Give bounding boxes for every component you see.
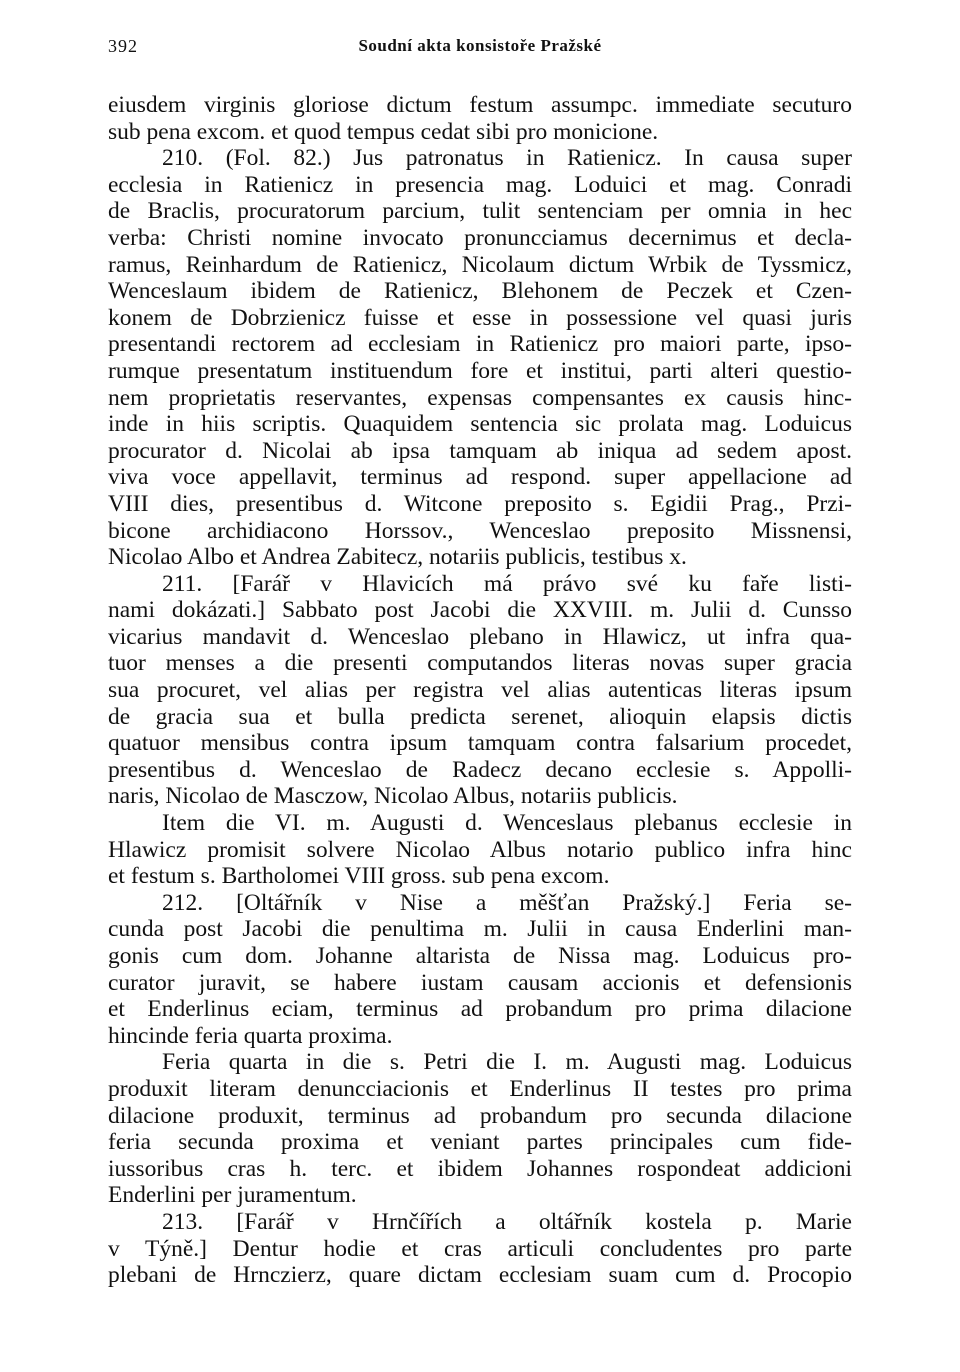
text-line: et festum s. Bartholomei VIII gross. sub pena excom.: [108, 863, 610, 890]
text-line: produxit literam denuncciacionis et Enderlinus II testes pro prima: [108, 1075, 852, 1102]
text-line: Wenceslaum ibidem de Ratienicz, Blehonem de Peczek et Czen-: [108, 278, 852, 305]
text-line: ramus, Reinhardum de Ratienicz, Nicolaum dictum Wrbik de Tyssmicz,: [108, 251, 852, 278]
text-line: naris, Nicolao de Masczow, Nicolao Albus, notariis publicis.: [108, 783, 678, 810]
text-line: nem proprietatis reservantes, expensas compensantes ex causis hinc-: [108, 384, 852, 411]
body-text: [108, 92, 852, 1289]
text-line: presentibus d. Wenceslao de Radecz decano ecclesie s. Appolli-: [108, 756, 852, 783]
text-line: ecclesia in Ratienicz in presencia mag. Loduici et mag. Conradi: [108, 171, 852, 198]
text-line: v Týně.] Dentur hodie et cras articuli concludentes pro parte: [108, 1235, 852, 1262]
text-line: de gracia sua et bulla predicta serenet, alioquin elapsis dictis: [108, 703, 852, 730]
text-line: plebani de Hrnczierz, quare dictam ecclesiam suam cum d. Procopio: [108, 1262, 852, 1289]
text-line: rumque presentatum instituendum fore et institui, parti alteri questio-: [108, 357, 852, 384]
text-line: presentandi rectorem ad ecclesiam in Ratienicz pro maiori parte, ipso-: [108, 331, 852, 358]
text-line: konem de Dobrzienicz fuisse et esse in possessione vel quasi juris: [108, 304, 852, 331]
text-line: 211. [Farář v Hlavicích má právo své ku faře listi-: [162, 570, 852, 597]
text-line: et Enderlinus eciam, terminus ad probandum pro prima dilacione: [108, 996, 852, 1023]
page-number: 392: [108, 36, 138, 56]
text-line: quatuor mensibus contra ipsum tamquam contra falsarium procedet,: [108, 730, 852, 757]
text-line: Feria quarta in die s. Petri die I. m. Augusti mag. Loduicus: [162, 1049, 852, 1076]
text-line: Item die VI. m. Augusti d. Wenceslaus plebanus ecclesie in: [162, 810, 852, 837]
text-line: Nicolao Albo et Andrea Zabitecz, notariis publicis, testibus x.: [108, 544, 687, 571]
text-line: hincinde feria quarta proxima.: [108, 1022, 393, 1049]
text-line: de Braclis, procuratorum parcium, tulit sentenciam per omnia in hec: [108, 198, 852, 225]
text-line: tuor menses a die presenti computandos literas novas super gracia: [108, 650, 852, 677]
text-line: curator juravit, se habere iustam causam accionis et defensionis: [108, 969, 852, 996]
text-line: vicarius mandavit d. Wenceslao plebano in Hlawicz, ut infra qua-: [108, 623, 852, 650]
text-line: viva voce appellavit, terminus ad respond. super appellacione ad: [108, 464, 852, 491]
text-line: iussoribus cras h. terc. et ibidem Johannes rospondeat addicioni: [108, 1155, 852, 1182]
text-line: cunda post Jacobi die penultima m. Julii in causa Enderlini man-: [108, 916, 852, 943]
text-line: 212. [Oltářník v Nise a měšťan Pražský.] Feria se-: [162, 889, 852, 916]
text-line: VIII dies, presentibus d. Witcone preposito s. Egidii Prag., Przi-: [108, 490, 852, 517]
text-line: inde in hiis scriptis. Quaquidem sentencia sic prolata mag. Loduicus: [108, 411, 852, 438]
text-line: Hlawicz promisit solvere Nicolao Albus notario publico infra hinc: [108, 836, 852, 863]
text-line: sua procuret, vel alias per registra vel alias autenticas literas ipsum: [108, 677, 852, 704]
text-line: Enderlini per juramentum.: [108, 1182, 357, 1209]
text-line: sub pena excom. et quod tempus cedat sibi pro monicione.: [108, 118, 659, 145]
text-line: 210. (Fol. 82.) Jus patronatus in Ratienicz. In causa super: [162, 145, 852, 172]
text-line: 213. [Farář v Hrnčířích a oltářník kostela p. Marie: [162, 1208, 852, 1235]
text-line: bicone archidiacono Horssov., Wenceslao preposito Missnensi,: [108, 517, 852, 544]
text-line: feria secunda proxima et veniant partes principales cum fide-: [108, 1129, 852, 1156]
text-line: verba: Christi nomine invocato pronuncciamus decernimus et decla-: [108, 224, 852, 251]
text-line: gonis cum dom. Johanne altarista de Nissa mag. Loduicus pro-: [108, 943, 852, 969]
text-line: eiusdem virginis gloriose dictum festum assumpc. immediate secuturo: [108, 92, 852, 118]
text-line: nami dokázati.] Sabbato post Jacobi die XXVIII. m. Julii d. Cunsso: [108, 597, 852, 624]
page-header: [108, 36, 852, 62]
running-title: Soudní akta konsistoře Pražské: [358, 36, 602, 55]
text-line: procurator d. Nicolai ab ipsa tamquam ab iniqua ad sedem apost.: [108, 437, 852, 464]
text-line: dilacione produxit, terminus ad probandum pro secunda dilacione: [108, 1102, 852, 1129]
